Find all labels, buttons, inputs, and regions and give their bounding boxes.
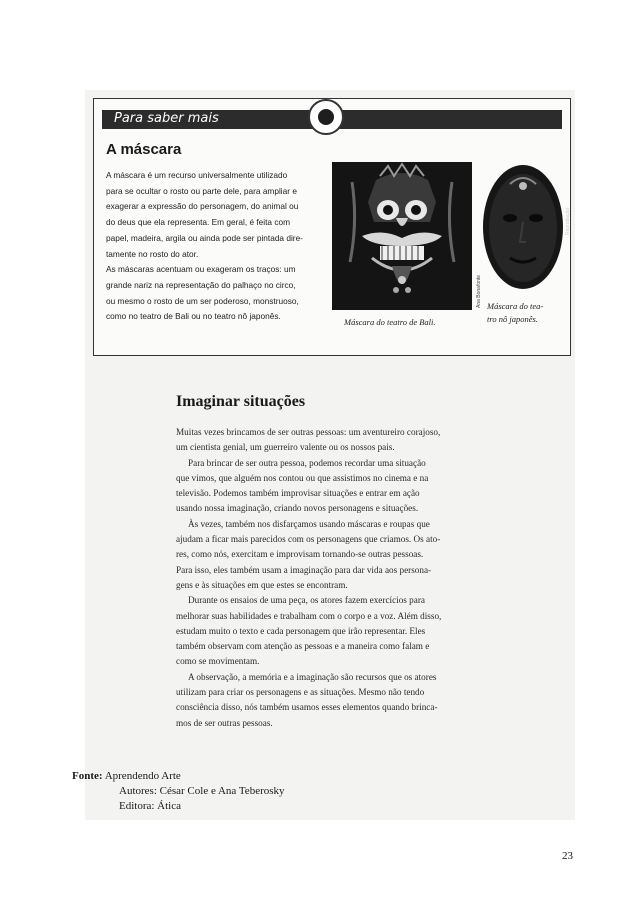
box-body	[106, 168, 324, 325]
source-authors: Autores: César Cole e Ana Teberosky	[119, 785, 285, 797]
body-line: também observam com atenção as pessoas e a maneira como falam e	[176, 641, 430, 652]
body-line: um cientista genial, um guerreiro valente ou os nossos pais.	[176, 442, 395, 453]
body-line: Às vezes, também nos disfarçamos usando máscaras e roupas que	[188, 518, 430, 529]
box-title: A máscara	[106, 141, 182, 158]
source-label: Fonte:	[72, 770, 103, 782]
body-line: ajudam a ficar mais parecidos com os personagens que criamos. Os ato-	[176, 534, 441, 545]
caption-noh-line: Máscara do tea-	[487, 301, 544, 311]
badge-icon	[308, 99, 344, 135]
banner-title: Para saber mais	[114, 111, 219, 126]
body-line: A observação, a memória e a imaginação são recursos que os atores	[188, 671, 437, 682]
box-line: grande nariz na representação do palhaço no circo,	[106, 279, 296, 290]
section-title: Imaginar situações	[176, 393, 306, 410]
source-book: Aprendendo Arte	[104, 770, 181, 782]
body-line: televisão. Podemos também improvisar situações e entrar em ação	[176, 488, 420, 499]
box-line: ou mesmo o rosto de um ser poderoso, monstruoso,	[106, 295, 299, 306]
body-line: mos de ser outras pessoas.	[176, 717, 273, 728]
box-line: exagerar a expressão do personagem, do animal ou	[106, 201, 299, 212]
box-line: tamente no rosto do ator.	[106, 248, 199, 259]
box-line: A máscara é um recurso universalmente utilizado	[106, 170, 288, 180]
bali-mask-photo	[332, 162, 472, 310]
body-line: Para isso, eles também usam a imaginação para dar vida aos persona-	[176, 564, 432, 575]
body-line: usando nossa imaginação, criando novos personagens e situações.	[176, 503, 419, 514]
body-line: que vimos, que alguém nos contou ou que assistimos no cinema e na	[176, 472, 429, 483]
source-publisher: Editora: Ática	[119, 800, 182, 812]
body-line: Durante os ensaios de uma peça, os atores fazem exercícios para	[188, 595, 425, 606]
page-number: 23	[562, 850, 573, 862]
box-line: como no teatro de Bali ou no teatro nô japonês.	[106, 311, 281, 322]
box-line: As máscaras acentuam ou exageram os traços: um	[106, 264, 296, 275]
body-line: Muitas vezes brincamos de ser outras pessoas: um aventureiro corajoso,	[176, 427, 441, 437]
body-line: melhorar suas habilidades e trabalham com o corpo e a voz. Além disso,	[176, 610, 442, 621]
body-line: utilizam para criar os personagens e as situações. Mesmo não tendo	[176, 687, 425, 698]
box-line: papel, madeira, argila ou ainda pode ser pintada dire-	[106, 232, 303, 243]
body-line: estudam muito o texto e cada personagem que irão representar. Eles	[176, 625, 426, 636]
source-block	[72, 769, 285, 814]
caption-noh	[487, 300, 567, 326]
body-line: res, como nós, exercitam e improvisam tornando-se outras pessoas.	[176, 549, 424, 560]
body-line: como se movimentam.	[176, 656, 260, 667]
caption-noh-line: tro nô japonês.	[487, 314, 538, 324]
box-line: para se ocultar o rosto ou parte dele, para ampliar e	[106, 185, 297, 196]
box-line: do deus que ela representa. Em geral, é feita com	[106, 217, 291, 228]
body-line: gens e às situações em que estes se encontram.	[176, 579, 348, 590]
body-line: Para brincar de ser outra pessoa, podemos recordar uma situação	[188, 457, 426, 468]
section-body	[176, 425, 556, 731]
photo-credit-noh: Reprodução	[565, 207, 571, 235]
caption-bali: Máscara do teatro de Bali.	[344, 317, 436, 327]
photo-credit-bali: Ana Bonafonte	[476, 274, 482, 308]
body-line: consciência disso, nós também usamos esses elementos quando brinca-	[176, 702, 438, 713]
noh-mask-photo	[480, 162, 566, 292]
